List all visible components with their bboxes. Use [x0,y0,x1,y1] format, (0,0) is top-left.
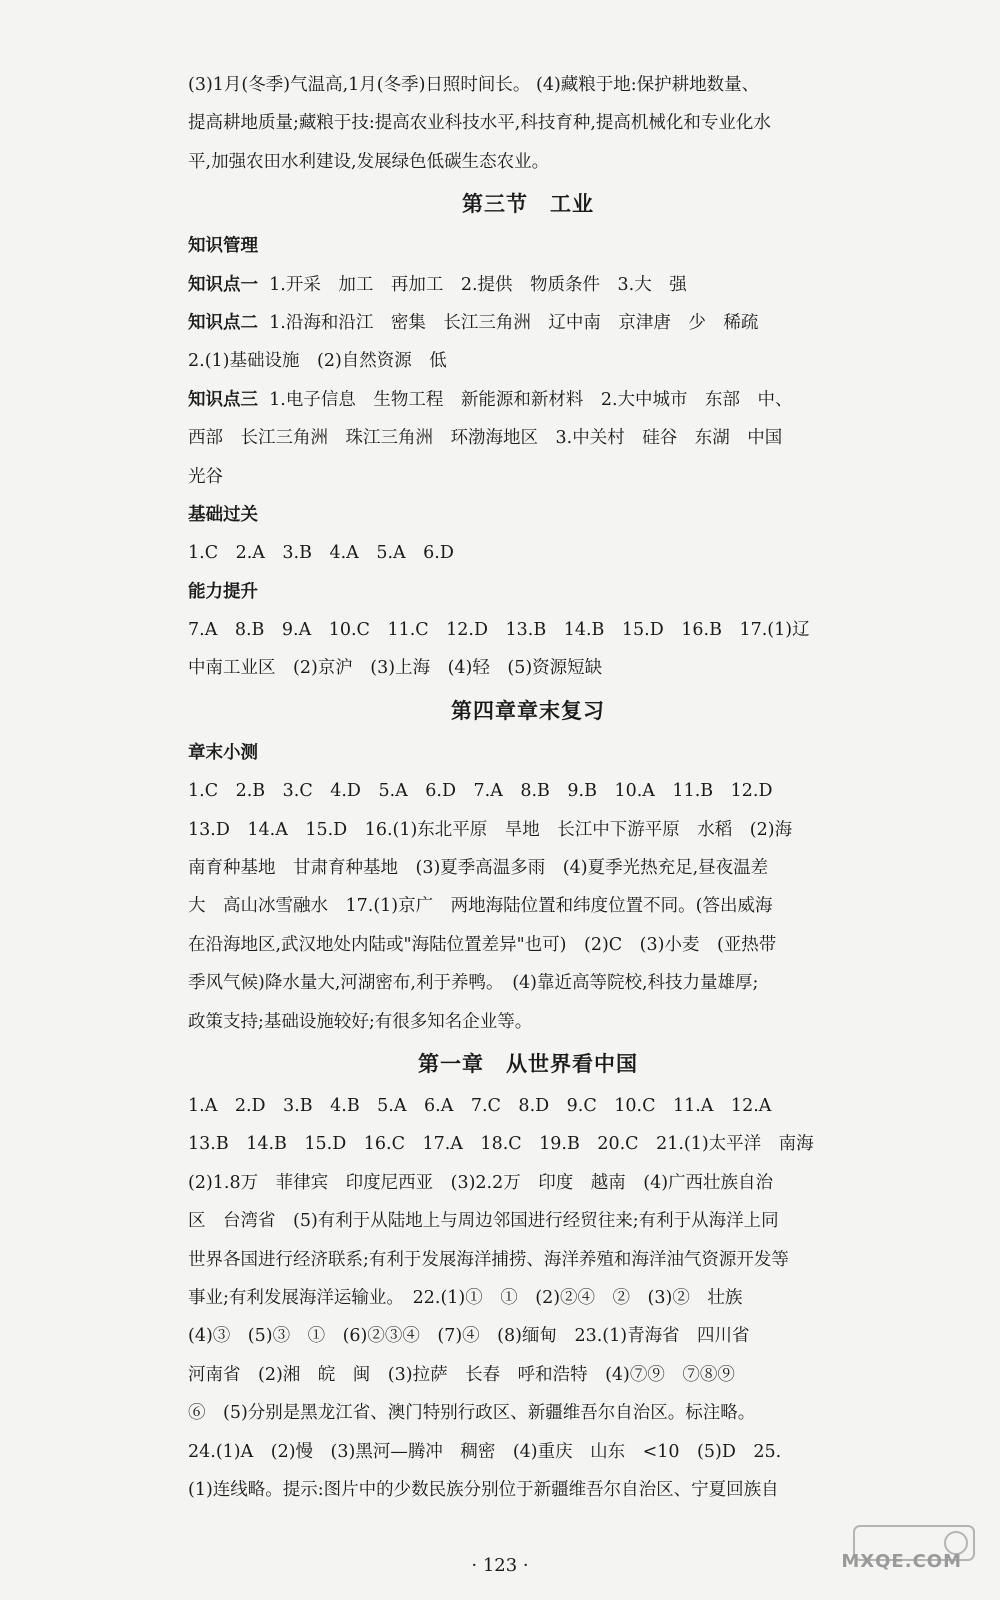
answer-line: (4)③ (5)③ ① (6)②③④ (7)④ (8)缅甸 23.(1)青海省 四川省 [188,1326,750,1347]
text-line: 平,加强农田水利建设,发展绿色低碳生态农业。 [188,151,550,172]
text-line: (3)1月(冬季)气温高,1月(冬季)日照时间长。 (4)藏粮于地:保护耕地数量、 [188,75,760,95]
section-title-industry: 第三节 工业 [462,191,594,217]
answer-line: 24.(1)A (2)慢 (3)黑河—腾冲 稠密 (4)重庆 山东 <10 (5)D 25. [188,1441,782,1462]
answer-line: 南育种基地 甘肃育种基地 (3)夏季高温多雨 (4)夏季光热充足,昼夜温差 [188,858,769,879]
answer-line: 13.D 14.A 15.D 16.(1)东北平原 旱地 长江中下游平原 水稻 (2)海 [188,819,793,840]
answer-line: ⑥ (5)分别是黑龙江省、澳门特别行政区、新疆维吾尔自治区。标注略。 [188,1403,756,1424]
knowledge-point-text: 1.沿海和沿江 密集 长江三角洲 辽中南 京津唐 少 稀疏 [269,312,759,333]
knowledge-point-2 [188,304,868,342]
knowledge-point-3 [188,381,868,419]
text-line: 2.(1)基础设施 (2)自然资源 低 [188,351,447,372]
text-line: 提高耕地质量;藏粮于技:提高农业科技水平,科技育种,提高机械化和专业化水 [188,113,771,134]
knowledge-label: 知识管理 [188,236,258,257]
text-line: 西部 长江三角洲 珠江三角洲 环渤海地区 3.中关村 硅谷 东湖 中国 [188,428,783,449]
knowledge-point-label: 知识点二 [188,312,258,333]
watermark-logo [824,1522,984,1586]
answer-line: 区 台湾省 (5)有利于从陆地上与周边邻国进行经贸往来;有利于从海洋上同 [188,1211,779,1232]
answer-line: 政策支持;基础设施较好;有很多知名企业等。 [188,1011,533,1032]
answer-line: 1.C 2.A 3.B 4.A 5.A 6.D [188,543,454,564]
answer-line: 1.C 2.B 3.C 4.D 5.A 6.D 7.A 8.B 9.B 10.A 11.B 12.D [188,781,773,802]
answer-line: 事业;有利发展海洋运输业。 22.(1)① ① (2)②④ ② (3)② 壮族 [188,1287,743,1308]
answer-line: (1)连线略。提示:图片中的少数民族分别位于新疆维吾尔自治区、宁夏回族自 [188,1479,779,1500]
knowledge-point-label: 知识点三 [188,389,258,410]
answer-line: 世界各国进行经济联系;有利于发展海洋捕捞、海洋养殖和海洋油气资源开发等 [188,1249,789,1270]
page-number: · 123 · [471,1555,529,1576]
answer-line: 中南工业区 (2)京沪 (3)上海 (4)轻 (5)资源短缺 [188,658,603,679]
watermark-text: MXQE.COM [841,1551,962,1572]
answer-line: 大 高山冰雪融水 17.(1)京广 两地海陆位置和纬度位置不同。(答出威海 [188,896,773,917]
answer-line: 季风气候)降水量大,河湖密布,利于养鸭。 (4)靠近高等院校,科技力量雄厚; [188,973,759,994]
answer-content [188,66,868,1509]
answer-line: 13.B 14.B 15.D 16.C 17.A 18.C 19.B 20.C 21.(1)太平洋 南海 [188,1134,814,1155]
knowledge-point-text: 1.开采 加工 再加工 2.提供 物质条件 3.大 强 [269,274,687,295]
knowledge-point-label: 知识点一 [188,274,258,295]
chapter-test-label: 章末小测 [188,742,258,763]
answer-line: 1.A 2.D 3.B 4.B 5.A 6.A 7.C 8.D 9.C 10.C 11.A 12.A [188,1095,772,1116]
section-title-chapter4-review: 第四章章末复习 [451,697,605,723]
answer-line: (2)1.8万 菲律宾 印度尼西亚 (3)2.2万 印度 越南 (4)广西壮族自治 [188,1172,774,1193]
ability-label: 能力提升 [188,581,258,602]
answer-line: 7.A 8.B 9.A 10.C 11.C 12.D 13.B 14.B 15.D 16.B 17.(1)辽 [188,620,810,641]
text-line: 光谷 [188,466,223,487]
answer-line: 河南省 (2)湘 皖 闽 (3)拉萨 长春 呼和浩特 (4)⑦⑨ ⑦⑧⑨ [188,1364,735,1385]
section-title-chapter1: 第一章 从世界看中国 [418,1050,638,1076]
answer-line: 在沿海地区,武汉地处内陆或"海陆位置差异"也可) (2)C (3)小麦 (亚热带 [188,934,777,955]
knowledge-point-text: 1.电子信息 生物工程 新能源和新材料 2.大中城市 东部 中、 [269,389,793,410]
basic-label: 基础过关 [188,504,258,525]
knowledge-point-1 [188,266,868,304]
